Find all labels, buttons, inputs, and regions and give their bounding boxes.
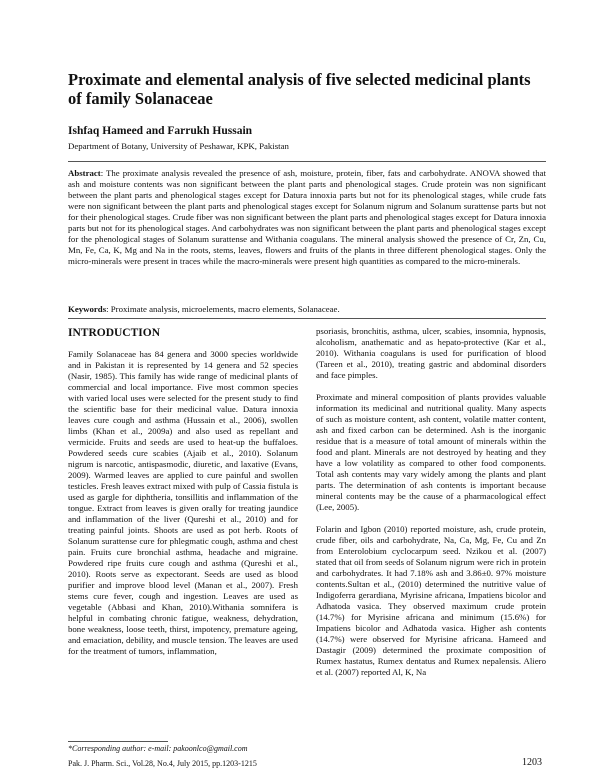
- top-divider: [68, 161, 546, 162]
- footnote-divider: [68, 741, 168, 742]
- body-paragraph: Proximate and mineral composition of plants provides valuable information its medicinal and nutritional quality. Many aspects of such as moisture content, ash content, volatile matter content, ash and fixed carbon can be determined. Ash is the inorganic residue that is a measure of total amount of minerals within the food and plant. Minerals are not destroyed by heating and they have a low volatility as compared to other food components. Total ash contents may vary widely among the plants and plant parts. The determination of ash contents is important because mineral contents may be the cause of a pharmacological effect (Lee, 2005).: [316, 392, 546, 512]
- keywords-label: Keywords: [68, 304, 107, 314]
- page-number: 1203: [522, 757, 542, 768]
- right-column: [316, 326, 546, 770]
- body-paragraph: psoriasis, bronchitis, asthma, ulcer, scabies, insomnia, hypnosis, alcoholism, anathematic and as hepato-protective (Kar et al., 2010). Withania coagulans is used for purification of blood (Tareen et al., 2010), treating gastric and abdominal disorders and face pimples.: [316, 326, 546, 380]
- abstract-label: Abstract: [68, 168, 101, 178]
- left-column: [68, 326, 298, 742]
- paper-title: Proximate and elemental analysis of five selected medicinal plants of family Solanaceae: [68, 70, 531, 108]
- keywords: [68, 304, 546, 314]
- abstract: [68, 168, 546, 267]
- body-paragraph: Folarin and Igbon (2010) reported moisture, ash, crude protein, crude fiber, oils and carbohydrate, Na, Ca, Mg, Fe, Cu and Zn from Enterolobium cyclocarpum seed. Nzikou et al. (2007) stated that oil from seeds of Solanum nigrum were rich in protein and carbohydrates. It had 7.18% ash and 3.86±0. 97% moisture contents.Sultan et al., (2010) determined the nutritive value of Indigoferra gerardiana, Myrisine africana, Impatiens bicolor and Adhatoda vasica. They observed maximum crude protein (14.7%) for Myrisine africana and minimum (15.6%) for Impatiens bicolor and Adhatoda vasica. Higher ash contents (14.7%) were observed for Myrisine africana. Hameed and Dastagir (2009) determined the proximate composition of Rumex hastatus, Rumex dentatus and Rumex nepalensis. Aliero et al. (2007) reported Al, K, Na: [316, 524, 546, 677]
- corresponding-author-footnote: *Corresponding author: e-mail: pakoonlco@gmail.com: [68, 744, 248, 753]
- intro-paragraph: Family Solanaceae has 84 genera and 3000 species worldwide and in Pakistan it is represented by 14 genera and 52 species (Nasir, 1985). This family has wide range of medicinal plants of commercial and local importance. Five most common species with varied local uses were selected for the present study to find the scientific base for their medicinal value. Datura innoxia leaves cure cough and asthma (Hussain et al., 2006), swollen limbs (Khan et al., 2009a) and also used as repellant and vermicide. Fruits and seeds are used to heat-up the buffaloes. Powdered seeds cure scabies (Ajaib et al., 2010). Solanum nigrum is narcotic, antispasmodic, diuretic, and laxative (Evans, 2009). Warmed leaves are applied to cure painful and swollen testicles. Fresh leaves extract mixed with pulp of Cassia fistula is used as gargle for diphtheria, tonsillitis and inflammation of the tongue. Extract from leaves is given orally for treating jaundice and inflammation of the liver (Qureshi et al., 2010) and for treating painful joints. Shoots are used as pot herb. Roots of Solanum surattense cure for phlegmatic cough, asthma and chest pain. Fruits cure bronchial asthma, headache and migraine. Powdered ripe fruits cure cough and asthma (Qureshi et al., 2010). Roots serve as expectorant. Seeds are used as blood purifier and improve blood level (Manan et al., 2007). Fresh stems cure fever, cough and ingestion. Leaves are used as vegetable (Abbasi and Khan, 2010).Withania somnifera is helpful in combating chronic fatigue, weakness, dehydration, bone weakness, loose teeth, thirst, impotency, premature ageing, and emaciation, debility, and muscle tension. The leaves are used for the treatment of tumors, inflammation,: [68, 349, 298, 656]
- journal-reference: Pak. J. Pharm. Sci., Vol.28, No.4, July 2015, pp.1203-1215: [68, 759, 257, 768]
- abstract-text: : The proximate analysis revealed the presence of ash, moisture, protein, fiber, fats and carbohydrate. ANOVA showed that ash and moisture contents was non significant between the plant parts and phenological stages. Crude protein was non significant between the plant parts and phenological stages except for Datura innoxia parts but not for its phenological stages, while crude fats were non significant between the plant parts and phenological stages except for Solanum nigrum and Solanum surattense parts but not for their phenological stages. Crude fiber was non significant between the plant parts and phenological stages except for Datura innoxia parts but not for its phenological stages. And carbohydrates was non significant between the plant parts and phenological stages except for the phenological stages of Solanum surattense and Withania coagulans. The mineral analysis showed the presence of Cr, Zn, Cu, Mn, Fe, Ca, K, Mg and Na in the roots, stems, leaves, flowers and fruits of the plants in three different phenological stages. Only the micro-minerals were present in traces while the macro-minerals were present high quantities as compared to the micro-minerals.: [68, 168, 546, 266]
- keywords-text: : Proximate analysis, microelements, macro elements, Solanaceae.: [106, 304, 340, 314]
- affiliation: Department of Botany, University of Peshawar, KPK, Pakistan: [68, 141, 289, 151]
- keywords-divider: [68, 318, 546, 319]
- authors: Ishfaq Hameed and Farrukh Hussain: [68, 125, 253, 137]
- introduction-heading: INTRODUCTION: [68, 327, 161, 339]
